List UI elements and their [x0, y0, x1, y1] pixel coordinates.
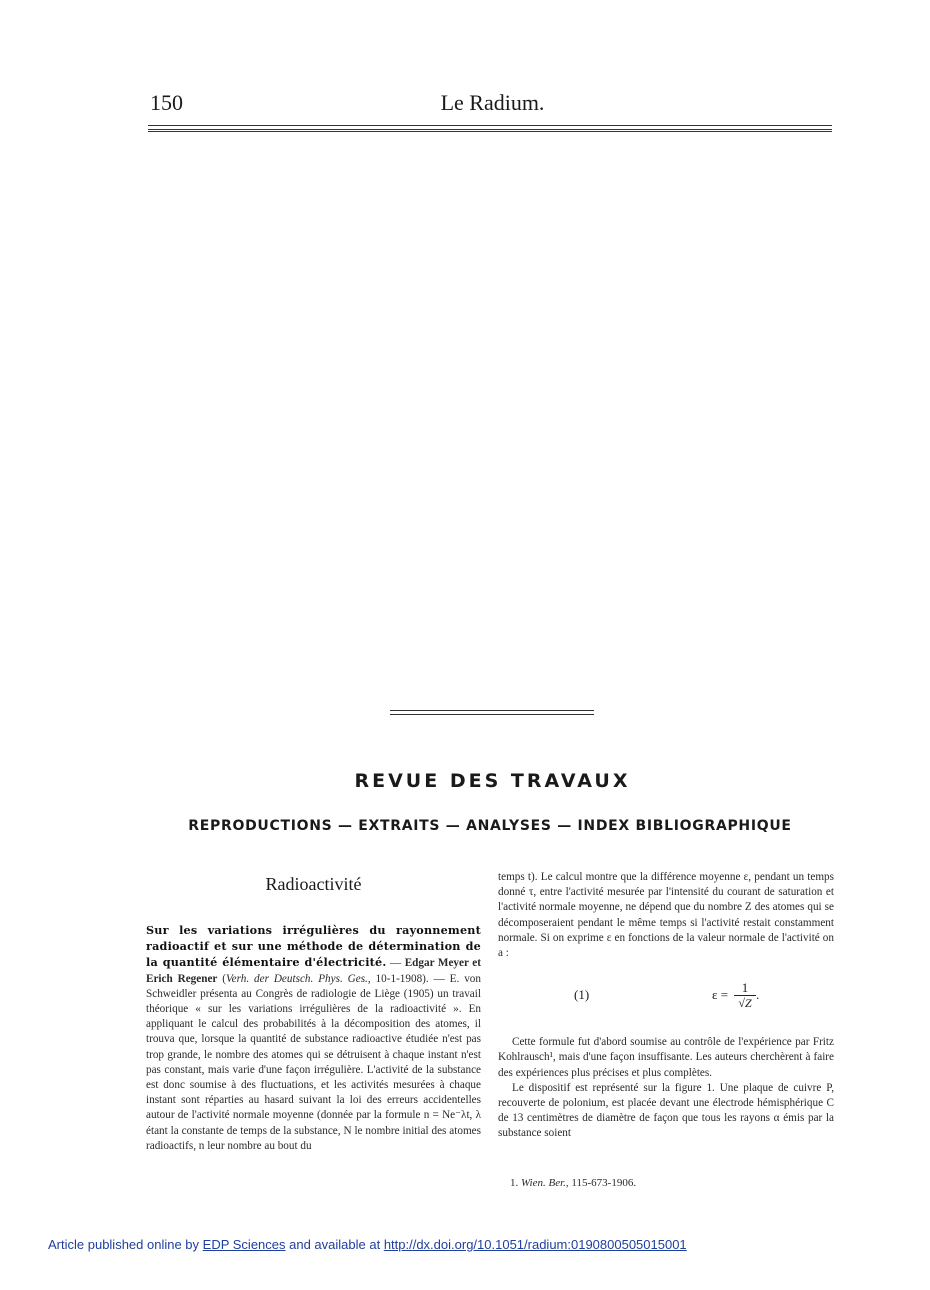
rubric-heading: Radioactivité	[265, 874, 362, 894]
article-authors: Edgar Meyer et Erich Regener	[146, 957, 481, 985]
formula-expression	[694, 981, 759, 1010]
publisher-line	[48, 1237, 687, 1252]
separator-rule-top	[390, 710, 594, 711]
page-number: 150	[150, 90, 183, 115]
doi-link[interactable]: http://dx.doi.org/10.1051/radium:0190800505015001	[383, 1237, 687, 1252]
reference-rest: , 10-1-1908).	[367, 972, 429, 985]
left-column	[146, 870, 481, 1154]
article-dash: —	[389, 957, 402, 970]
formula-numerator: 1	[741, 979, 749, 995]
formula-1	[498, 977, 834, 1013]
formula-fraction	[734, 981, 756, 1010]
reference-journal: Verh. der Deutsch. Phys. Ges.	[226, 972, 368, 985]
article-title: Sur les variations irrégulières du rayonnement radioactif et sur une méthode de détermination de la quantité élémentaire d'électricité.	[146, 923, 481, 970]
formula-end: .	[756, 987, 760, 1003]
footnote	[510, 1177, 636, 1189]
footnote-journal: Wien. Ber.	[521, 1177, 566, 1189]
article-body-right-1: temps t). Le calcul montre que la différence moyenne ε, pendant un temps donné τ, entre l'activité mesurée par l'intensité du courant de saturation et l'activité normale moyenne, ne dépend que du nombre Z des atomes qui se décomposeraient pendant le même temps si l'activité restait constamment normale. Si on exprime ε en fonctions de la valeur normale de l'activité on a :	[498, 871, 834, 960]
article-body-right-2: Cette formule fut d'abord soumise au contrôle de l'expérience par Fritz Kohlrausch¹, mais d'une façon insuffisante. Les auteurs cherchèrent à faire des expériences plus précises et plus complètes.	[498, 1036, 834, 1079]
article-left-text	[146, 923, 481, 1154]
footnote-number: 1.	[510, 1177, 519, 1189]
running-title: Le Radium.	[440, 90, 545, 115]
right-column	[498, 870, 834, 1142]
formula-denominator: √Z	[738, 995, 752, 1010]
article-body-right-3: Le dispositif est représenté sur la figure 1. Une plaque de cuivre P, recouverte de polonium, est placée devant une électrode hémisphérique C de 13 centimètres de diamètre de façon que tous les rayons α émis par la substance soient	[498, 1081, 834, 1140]
section-title: REVUE DES TRAVAUX	[354, 770, 631, 792]
header-rule	[148, 125, 832, 130]
publisher-link[interactable]: EDP Sciences	[202, 1237, 286, 1252]
formula-lhs: ε =	[712, 987, 729, 1003]
article-body-left: — E. von Schweidler présenta au Congrès de radiologie de Liège (1905) un travail théorique « sur les variations irrégulières de la radioactivité ». En appliquant le calcul des probabilités à la décomposition des atomes, il trouva que, lorsque la quantité de substance radioactive étudiée n'est pas trop grande, le nombre des atomes qui se détruisent à chaque instant n'est pas constant, mais varie d'une façon irrégulière. L'activité de la substance est donc soumise à des fluctuations, et les activités mesurées à chaque instant sont réparties au hasard suivant la loi des erreurs accidentelles autour de l'activité normale moyenne (donnée par la formule n = Ne⁻λt, λ étant la constante de temps de la substance, N le nombre initial des atomes radioactifs, n leur nombre au bout du	[146, 972, 481, 1152]
publisher-middle: and available at	[285, 1237, 384, 1252]
reference-open: (	[222, 972, 227, 985]
section-subtitle: REPRODUCTIONS — EXTRAITS — ANALYSES — INDEX BIBLIOGRAPHIQUE	[188, 818, 792, 834]
header-rule-secondary	[148, 131, 832, 132]
publisher-prefix: Article published online by	[48, 1237, 203, 1252]
formula-number: (1)	[574, 987, 590, 1003]
separator-rule-bottom	[390, 714, 594, 715]
footnote-rest: , 115-673-1906.	[565, 1177, 637, 1189]
